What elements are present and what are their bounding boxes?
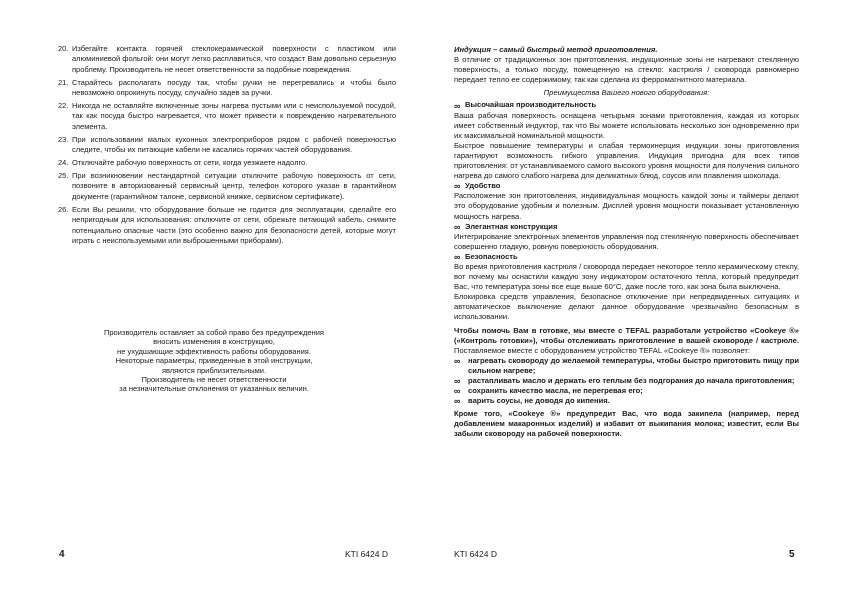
list-item: 23. При использовании малых кухонных электроприборов рядом с рабочей поверхностью следите, чтобы их питающие кабели не касались горячих частей оборудования. xyxy=(58,134,396,155)
performance-paragraph: Ваша рабочая поверхность оснащена четырьмя зонами приготовления, каждая из которых имеет собственный индуктор, так что Вы можете использовать несколько зон одновременно при их максимальной номинальной мощности. xyxy=(454,110,799,140)
intro-paragraph: В отличие от традиционных зон приготовления, индукционные зоны не нагревают стеклянную поверхность, а только посуду, помещенную на стекло: кастрюля / сковорода равномерно передает тепло ее содержимому, так как сделана из ферромагнитного материала. xyxy=(454,55,799,85)
notice-line: не ухудшающие эффективность работы оборудования. xyxy=(117,346,311,356)
notice-line: Некоторые параметры, приведенные в этой инструкции, xyxy=(115,356,313,366)
advantages-heading: Преимущества Вашего нового оборудования: xyxy=(543,88,710,98)
convenience-heading: ∞ Удобство xyxy=(454,181,501,192)
design-paragraph: Интегрирование электронных элементов управления под стеклянную поверхность обеспечивает совершенно гладкую, ровную поверхность оборудования. xyxy=(454,231,799,251)
cookeye-bullet: ∞ сохранить качество масла, не перегревая его; xyxy=(454,386,643,397)
model-label-right: KTI 6424 D xyxy=(454,549,497,559)
notice-line: за незначительные отклонения от указанных величин. xyxy=(119,384,309,394)
list-item: 26. Если Вы решили, что оборудование больше не годится для эксплуатации, сделайте его непригодным для использования: отключите от сети, обрежьте питающий кабель, снимите потенциально опасные части (это особенно важно для безопасности детей, которые могут играть с неиспользуемыми или выброшенными приборами). xyxy=(58,204,396,245)
notice-line: являются приблизительными. xyxy=(161,365,267,375)
final-paragraph: Кроме того, «Cookeye ®» предупредит Вас, что вода закипела (например, перед добавлением макаронных изделий) и избавит от выкипания молока; известит, если Вы забыли сковороду на рабочей поверхности. xyxy=(454,409,799,439)
notice-line: вносить изменения в конструкцию, xyxy=(153,337,275,347)
right-page xyxy=(421,0,842,595)
notice-line: Производитель не несет ответственности xyxy=(141,375,287,385)
page-number-left: 4 xyxy=(59,549,65,560)
safety-instructions-list xyxy=(58,44,396,249)
infinity-bullet-icon: ∞ xyxy=(454,355,461,366)
cookeye-paragraph: Чтобы помочь Вам в готовке, мы вместе с TEFAL разработали устройство «Cookeye ®» («Контроль готовки»), чтобы отслеживать приготовление в вашей сковороде / кастрюле. Поставляемое вместе с оборудованием устройство TEFAL «Cookeye ®» позволяет: xyxy=(454,325,799,355)
section-title: Индукция – самый быстрый метод приготовления. xyxy=(454,45,658,54)
right-column xyxy=(454,45,799,440)
list-item: 25. При возникновении нестандартной ситуации отключите рабочую поверхность от сети, позвоните в авторизованный сервисный центр, телефон которого указан в гарантийном документе (гарантийном талоне, сервисной книжке, сервисном сертификате). xyxy=(58,170,396,201)
safety-paragraph-2: Блокировка средств управления, безопасное отключение при непредвиденных ситуациях и автоматическое выключение делают данное оборудование чрезвычайно безопасным в использовании. xyxy=(454,292,799,322)
convenience-paragraph: Расположение зон приготовления, индивидуальная мощность каждой зоны и таймеры делают это оборудование удобным и полезным. Дисплей уровня мощности показывает установленную мощность нагрева. xyxy=(454,191,799,221)
safety-paragraph: Во время приготовления кастрюля / сковорода передает некоторое тепло керамическому стеклу, вот почему мы оснастили каждую зону индикатором остаточного тепла, который предупредит Вас, что температура зоны все еще выше 60°C, даже после того, как зона была выключена. xyxy=(454,261,799,292)
page-number-right: 5 xyxy=(789,549,795,560)
cookeye-bullet: ∞ варить соусы, не доводя до кипения. xyxy=(454,396,610,407)
safety-heading: ∞ Безопасность xyxy=(454,251,518,262)
performance-heading: ∞ Высочайшая производительность xyxy=(454,100,597,111)
infinity-bullet-icon: ∞ xyxy=(454,251,461,262)
infinity-bullet-icon: ∞ xyxy=(454,221,461,232)
model-label-left: KTI 6424 D xyxy=(345,549,388,559)
infinity-bullet-icon: ∞ xyxy=(454,376,461,386)
notice-line: Производитель оставляет за собой право без предупреждения xyxy=(104,328,324,337)
design-heading: ∞ Элегантная конструкция xyxy=(454,221,558,232)
cookeye-bullet: ∞ растапливать масло и держать его теплым без подгорания до начала приготовления; xyxy=(454,376,795,386)
list-item: 24. Отключайте рабочую поверхность от сети, когда уезжаете надолго. xyxy=(58,158,308,168)
list-item: 22. Никогда не оставляйте включенные зоны нагрева пустыми или с неиспользуемой посудой, так как посуда быстро нагревается, что может привести к повреждению нагревательного элемента. xyxy=(58,101,396,131)
list-item: 21. Старайтесь располагать посуду так, чтобы ручки не перегревались и чтобы было невозможно опрокинуть посуду, случайно задев за ручки. xyxy=(58,77,396,98)
cookeye-bullet: ∞ нагревать сковороду до желаемой температуры, чтобы быстро приготовить пищу при сильном нагреве; xyxy=(454,355,799,375)
infinity-bullet-icon: ∞ xyxy=(454,100,461,111)
performance-paragraph-2: Быстрое повышение температуры и слабая термоинерция индукции зоны приготовления гарантируют возможность гибкого управления. Индукция пригодна для всех типов приготовления: от устанавливаемого самого высокого уровня мощности для получения сильного нагрева до самого слабого нагрева для деликатных блюд, соусов или плавления шоколада. xyxy=(454,140,799,181)
infinity-bullet-icon: ∞ xyxy=(454,386,461,397)
infinity-bullet-icon: ∞ xyxy=(454,396,461,407)
infinity-bullet-icon: ∞ xyxy=(454,181,461,192)
manufacturer-notice xyxy=(85,328,343,394)
list-item: 20. Избегайте контакта горячей стеклокерамической поверхности с пластиком или алюминиевой фольгой: они могут легко расплавиться, что создаст Вам довольно серьезную проблему. Производитель не несет ответственности за подобные повреждения. xyxy=(58,44,396,74)
